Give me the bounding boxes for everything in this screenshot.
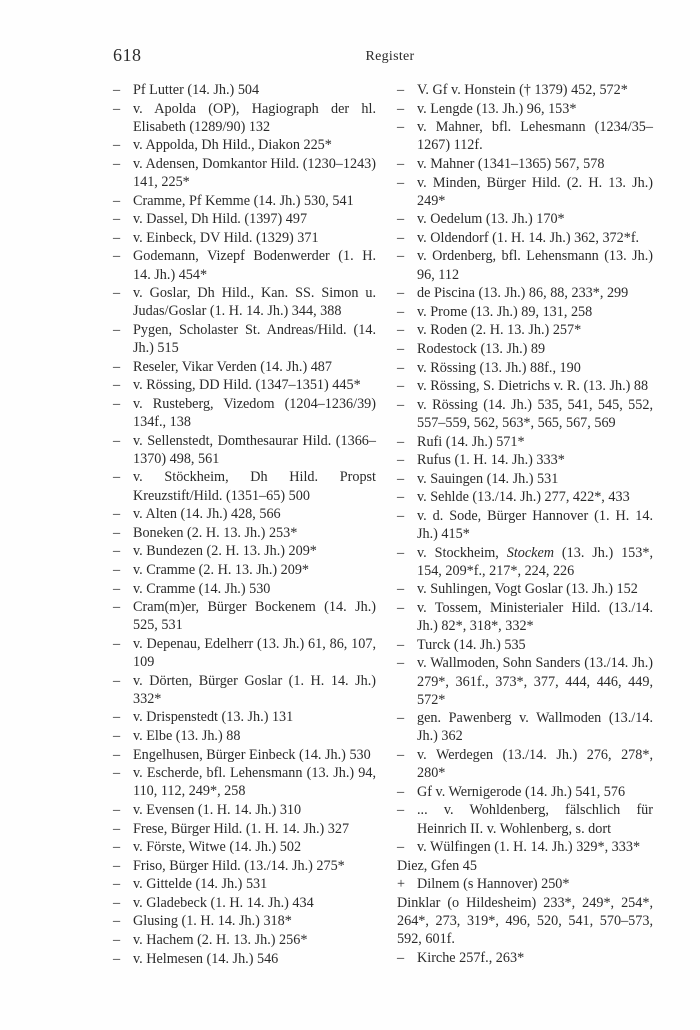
- index-entry-text: v. Wülfingen (1. H. 14. Jh.) 329*, 333*: [417, 839, 641, 856]
- index-entry-text: v. Oldendorf (1. H. 14. Jh.) 362, 372*f.: [417, 229, 640, 246]
- index-entry: [397, 100, 653, 118]
- index-entry: [397, 451, 653, 469]
- dash-marker: –: [113, 561, 121, 578]
- index-entry: [397, 746, 653, 782]
- dash-marker: –: [397, 802, 405, 819]
- index-entry-text: v. Rössing (13. Jh.) 88f., 190: [417, 359, 581, 376]
- index-entry-text: v. Wallmoden, Sohn Sanders (13./14. Jh.) 279*, 361f., 373*, 377, 444, 446, 449, 572*: [417, 655, 653, 708]
- index-entry: [397, 229, 653, 247]
- index-entry-text: v. Helmesen (14. Jh.) 546: [133, 950, 279, 967]
- dash-marker: –: [113, 155, 121, 172]
- index-entry: [397, 433, 653, 451]
- index-entry: [113, 321, 376, 357]
- index-entry-text: Kirche 257f., 263*: [417, 949, 525, 966]
- index-entry-text: v. Roden (2. H. 13. Jh.) 257*: [417, 322, 582, 339]
- index-entry: [397, 303, 653, 321]
- index-entry-text: v. Prome (13. Jh.) 89, 131, 258: [417, 303, 593, 320]
- index-entry: [397, 783, 653, 801]
- dash-marker: –: [397, 155, 405, 172]
- index-entry-text: v. Rössing, DD Hild. (1347–1351) 445*: [133, 377, 361, 394]
- index-entry: [113, 524, 376, 542]
- index-entry: [113, 81, 376, 99]
- index-entry: [113, 561, 376, 579]
- index-entry-text: Cram(m)er, Bürger Bockenem (14. Jh.) 525, 531: [133, 599, 376, 634]
- index-entry: [113, 542, 376, 560]
- index-entry: [397, 155, 653, 173]
- dash-marker: –: [397, 359, 405, 376]
- dash-marker: –: [397, 303, 405, 320]
- index-entry: [397, 284, 653, 302]
- index-entry: [113, 838, 376, 856]
- index-entry: [113, 284, 376, 320]
- index-entry-text: v. Dassel, Dh Hild. (1397) 497: [133, 211, 308, 228]
- index-entry-text: Friso, Bürger Hild. (13./14. Jh.) 275*: [133, 857, 345, 874]
- dash-marker: –: [397, 507, 405, 524]
- index-entry-text: v. Depenau, Edelherr (13. Jh.) 61, 86, 107, 109: [133, 635, 376, 671]
- index-entry-text: v. Bundezen (2. H. 13. Jh.) 209*: [133, 543, 317, 560]
- index-entry-text: v. Rusteberg, Vizedom (1204–1236/39) 134f., 138: [133, 395, 376, 431]
- dash-marker: –: [113, 137, 121, 154]
- index-entry-text: v. Gittelde (14. Jh.) 531: [133, 876, 268, 893]
- index-entry: [113, 931, 376, 949]
- index-entry: [397, 118, 653, 154]
- dash-marker: –: [397, 100, 405, 117]
- index-entry: [113, 598, 376, 634]
- index-entry-text: v. Rössing (14. Jh.) 535, 541, 545, 552, 557–559, 562, 563*, 565, 567, 569: [417, 396, 653, 431]
- index-entry: [113, 358, 376, 376]
- index-entry: [113, 192, 376, 210]
- index-entry: [397, 321, 653, 339]
- index-entry: [397, 709, 653, 745]
- dash-marker: –: [113, 506, 121, 523]
- dash-marker: –: [113, 211, 121, 228]
- index-entry: [113, 395, 376, 431]
- dash-marker: –: [113, 820, 121, 837]
- index-entry: [397, 857, 653, 875]
- dash-marker: –: [113, 192, 121, 209]
- index-entry: [397, 81, 653, 99]
- dash-marker: –: [113, 894, 121, 911]
- index-entry: [113, 894, 376, 912]
- dash-marker: –: [397, 489, 405, 506]
- index-entry-text: de Piscina (13. Jh.) 86, 88, 233*, 299: [417, 285, 629, 302]
- index-entry: [113, 820, 376, 838]
- dash-marker: –: [397, 581, 405, 598]
- index-entry: [397, 949, 653, 967]
- index-entry: [397, 801, 653, 837]
- index-entry-text: v. Hachem (2. H. 13. Jh.) 256*: [133, 932, 308, 949]
- dash-marker: –: [113, 321, 121, 338]
- dash-marker: –: [113, 765, 121, 782]
- index-entry-text: Pf Lutter (14. Jh.) 504: [133, 82, 260, 98]
- index-entry: [397, 654, 653, 708]
- index-entry: [113, 857, 376, 875]
- index-entry-text: v. Mahner, bfl. Lehesmann (1234/35–1267) 112f.: [417, 119, 653, 154]
- index-entry: [113, 580, 376, 598]
- index-entry: [113, 376, 376, 394]
- running-head: Register: [365, 49, 415, 64]
- index-entry-text: Turck (14. Jh.) 535: [417, 636, 526, 653]
- index-entry: [397, 470, 653, 488]
- dash-marker: –: [113, 950, 121, 967]
- dash-marker: –: [397, 636, 405, 653]
- index-entry-text: v. Sauingen (14. Jh.) 531: [417, 470, 559, 487]
- dash-marker: –: [113, 543, 121, 560]
- index-entry-text: Reseler, Vikar Verden (14. Jh.) 487: [133, 358, 332, 375]
- index-column-right: [397, 81, 653, 967]
- dash-marker: –: [397, 710, 405, 727]
- index-entry: [113, 950, 376, 968]
- index-entry: [397, 580, 653, 598]
- dash-marker: –: [113, 248, 121, 265]
- index-entry: [113, 432, 376, 468]
- page-number: 618: [113, 45, 142, 65]
- index-entry-text: Godemann, Vizepf Bodenwerder (1. H. 14. Jh.) 454*: [133, 248, 376, 283]
- index-entry: [397, 174, 653, 210]
- index-entry-text: Frese, Bürger Hild. (1. H. 14. Jh.) 327: [133, 820, 350, 837]
- index-entry: [113, 468, 376, 504]
- index-entry-text: v. Alten (14. Jh.) 428, 566: [133, 506, 281, 523]
- dash-marker: –: [397, 378, 405, 395]
- index-entry: [113, 136, 376, 154]
- index-entry: [397, 340, 653, 358]
- index-entry: [397, 544, 653, 580]
- dash-marker: –: [113, 635, 121, 652]
- index-entry-text: v. Drispenstedt (13. Jh.) 131: [133, 709, 294, 726]
- dash-marker: –: [397, 322, 405, 339]
- dash-marker: –: [113, 580, 121, 597]
- index-entry-text: v. Werdegen (13./14. Jh.) 276, 278*, 280*: [417, 747, 653, 782]
- index-entry-text: v. Tossem, Ministerialer Hild. (13./14. Jh.) 82*, 318*, 332*: [417, 600, 653, 635]
- index-entry-text: v. Cramme (2. H. 13. Jh.) 209*: [133, 561, 310, 578]
- index-entry: [397, 247, 653, 283]
- dash-marker: –: [397, 600, 405, 616]
- dash-marker: –: [113, 801, 121, 818]
- dash-marker: –: [113, 432, 121, 449]
- index-entry: [113, 912, 376, 930]
- index-entry-text: Diez, Gfen 45: [397, 857, 477, 874]
- dash-marker: –: [397, 82, 405, 98]
- dash-marker: –: [397, 396, 405, 413]
- index-entry-text: v. Mahner (1341–1365) 567, 578: [417, 155, 605, 172]
- dash-marker: –: [113, 672, 121, 689]
- index-entry: [113, 746, 376, 764]
- dash-marker: –: [397, 747, 405, 763]
- index-entry-text: Dinklar (o Hildesheim) 233*, 249*, 254*, 264*, 273, 319*, 496, 520, 541, 570–573, 592, 601f.: [397, 894, 653, 948]
- index-entry-text: v. Appolda, Dh Hild., Diakon 225*: [133, 137, 332, 154]
- dash-marker: –: [113, 746, 121, 763]
- index-entry-text: Engelhusen, Bürger Einbeck (14. Jh.) 530: [133, 746, 371, 763]
- index-entry-text: v. Sehlde (13./14. Jh.) 277, 422*, 433: [417, 489, 630, 506]
- dash-marker: –: [397, 174, 405, 191]
- index-entry-text: v. d. Sode, Bürger Hannover (1. H. 14. Jh.) 415*: [417, 507, 653, 543]
- dash-marker: –: [397, 119, 405, 136]
- index-entry: [113, 708, 376, 726]
- dash-marker: –: [113, 82, 121, 98]
- dash-marker: –: [113, 839, 121, 856]
- index-entry: [113, 155, 376, 191]
- dash-marker: –: [397, 433, 405, 450]
- index-entry: [397, 359, 653, 377]
- index-entry: [113, 210, 376, 228]
- index-entry: [397, 838, 653, 856]
- index-entry-text: v. Stockheim, Stockem (13. Jh.) 153*, 154, 209*f., 217*, 224, 226: [417, 544, 653, 579]
- dash-marker: –: [397, 783, 405, 800]
- index-entry-text: v. Ordenberg, bfl. Lehensmann (13. Jh.) 96, 112: [417, 248, 653, 283]
- index-entry: [113, 801, 376, 819]
- index-entry: [397, 488, 653, 506]
- index-entry: [113, 672, 376, 708]
- index-entry: [113, 505, 376, 523]
- dash-marker: –: [397, 470, 405, 487]
- dash-marker: –: [397, 285, 405, 302]
- italic-variant: Stockem: [506, 544, 555, 561]
- dash-marker: –: [113, 876, 121, 893]
- index-entry: [113, 100, 376, 136]
- index-entry: [397, 599, 653, 635]
- dash-marker: –: [113, 599, 121, 616]
- index-entry-text: Boneken (2. H. 13. Jh.) 253*: [133, 524, 298, 541]
- index-entry-text: ... v. Wohldenberg, fälschlich für Heinrich II. v. Wohlenberg, s. dort: [417, 802, 653, 837]
- index-entry: [113, 764, 376, 800]
- index-entry-text: Gf v. Wernigerode (14. Jh.) 541, 576: [417, 783, 626, 800]
- index-entry-text: Rufus (1. H. 14. Jh.) 333*: [417, 452, 565, 469]
- index-entry-text: v. Stöckheim, Dh Hild. Propst Kreuzstift/Hild. (1351–65) 500: [133, 469, 376, 504]
- index-entry: [397, 396, 653, 432]
- index-entry: [113, 229, 376, 247]
- dash-marker: –: [397, 949, 405, 966]
- index-entry-text: v. Escherde, bfl. Lehensmann (13. Jh.) 94, 110, 112, 249*, 258: [133, 765, 376, 800]
- dash-marker: –: [113, 727, 121, 744]
- index-entry-text: v. Adensen, Domkantor Hild. (1230–1243) 141, 225*: [133, 155, 376, 191]
- dash-marker: –: [397, 839, 405, 856]
- dash-marker: –: [113, 377, 121, 394]
- index-entry-text: v. Suhlingen, Vogt Goslar (13. Jh.) 152: [417, 581, 638, 598]
- dash-marker: –: [397, 211, 405, 228]
- index-entry-text: Rodestock (13. Jh.) 89: [417, 341, 546, 357]
- index-entry: [397, 377, 653, 395]
- index-entry-text: v. Oedelum (13. Jh.) 170*: [417, 211, 565, 228]
- index-entry: [397, 636, 653, 654]
- index-entry-text: v. Rössing, S. Dietrichs v. R. (13. Jh.) 88: [417, 378, 649, 395]
- dash-marker: –: [397, 452, 405, 469]
- dash-marker: –: [113, 285, 121, 302]
- index-entry-text: Rufi (14. Jh.) 571*: [417, 433, 525, 450]
- dash-marker: –: [397, 544, 405, 561]
- dash-marker: –: [113, 229, 121, 246]
- index-entry: [397, 894, 653, 948]
- index-entry-text: v. Goslar, Dh Hild., Kan. SS. Simon u. Judas/Goslar (1. H. 14. Jh.) 344, 388: [133, 285, 376, 320]
- dash-marker: –: [397, 341, 405, 357]
- index-entry: [113, 635, 376, 671]
- dash-marker: –: [397, 248, 405, 265]
- index-entry-text: v. Cramme (14. Jh.) 530: [133, 580, 271, 597]
- index-entry-text: v. Einbeck, DV Hild. (1329) 371: [133, 229, 319, 246]
- index-entry-text: Pygen, Scholaster St. Andreas/Hild. (14. Jh.) 515: [133, 321, 376, 357]
- index-entry-text: v. Förste, Witwe (14. Jh.) 502: [133, 839, 302, 856]
- index-entry-text: v. Elbe (13. Jh.) 88: [133, 727, 241, 744]
- index-entry: [397, 210, 653, 228]
- index-entry-text: v. Gladebeck (1. H. 14. Jh.) 434: [133, 894, 314, 911]
- dash-marker: –: [113, 913, 121, 930]
- index-entry: [113, 727, 376, 745]
- dash-marker: –: [113, 100, 121, 117]
- index-entry-text: v. Sellenstedt, Domthesaurar Hild. (1366–1370) 498, 561: [133, 432, 376, 467]
- index-entry: [113, 247, 376, 283]
- dash-marker: –: [113, 395, 121, 412]
- index-entry-text: V. Gf v. Honstein († 1379) 452, 572*: [417, 82, 628, 98]
- index-entry: [397, 507, 653, 543]
- index-entry-text: v. Lengde (13. Jh.) 96, 153*: [417, 100, 577, 117]
- dash-marker: –: [113, 932, 121, 949]
- plus-marker: +: [397, 876, 406, 893]
- dash-marker: –: [113, 709, 121, 726]
- index-entry-text: Dilnem (s Hannover) 250*: [417, 876, 570, 893]
- dash-marker: –: [397, 229, 405, 246]
- index-entry: [397, 875, 653, 893]
- index-entry-text: gen. Pawenberg v. Wallmoden (13./14. Jh.) 362: [417, 710, 653, 745]
- index-entry-text: v. Dörten, Bürger Goslar (1. H. 14. Jh.) 332*: [133, 672, 376, 707]
- index-entry-text: v. Minden, Bürger Hild. (2. H. 13. Jh.) 249*: [417, 174, 653, 209]
- dash-marker: –: [113, 524, 121, 541]
- dash-marker: –: [113, 469, 121, 486]
- index-column-left: [113, 81, 376, 968]
- index-entry: [113, 875, 376, 893]
- index-entry-text: Cramme, Pf Kemme (14. Jh.) 530, 541: [133, 192, 354, 209]
- dash-marker: –: [113, 857, 121, 874]
- dash-marker: –: [397, 655, 405, 672]
- index-entry-text: v. Evensen (1. H. 14. Jh.) 310: [133, 801, 302, 818]
- index-entry-text: Glusing (1. H. 14. Jh.) 318*: [133, 913, 292, 930]
- dash-marker: –: [113, 358, 121, 375]
- index-entry-text: v. Apolda (OP), Hagiograph der hl. Elisabeth (1289/90) 132: [133, 100, 376, 135]
